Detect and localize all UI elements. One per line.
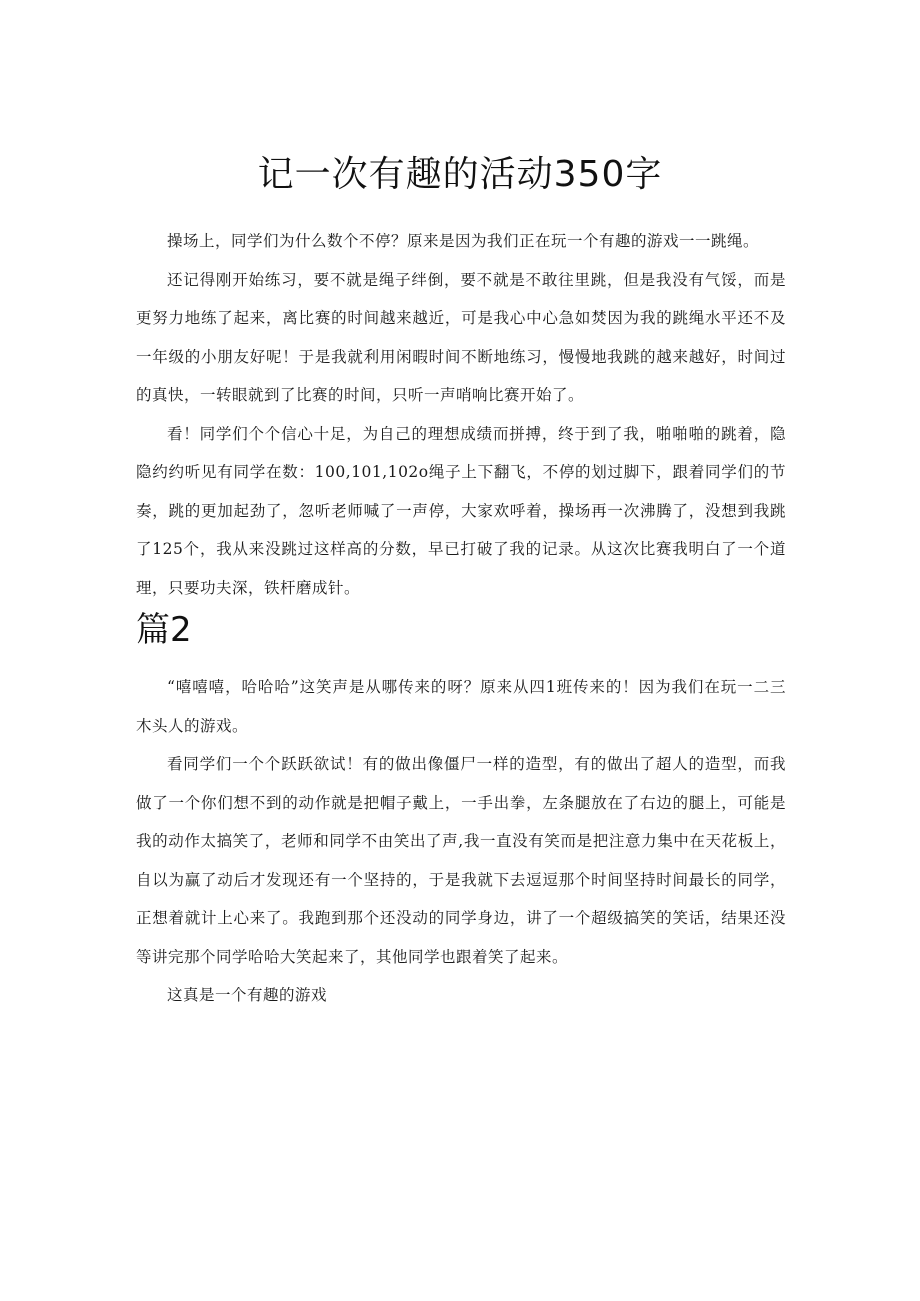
document-title: 记一次有趣的活动350字 bbox=[257, 154, 663, 195]
paragraph: 这真是一个有趣的游戏 bbox=[167, 986, 328, 1004]
section-heading: 篇2 bbox=[136, 610, 192, 650]
paragraph: 操场上，同学们为什么数个不停？原来是因为我们正在玩一个有趣的游戏一一跳绳。 bbox=[167, 232, 760, 250]
paragraph: 看！同学们个个信心十足，为自己的理想成绩而拼搏，终于到了我，啪啪啪的跳着，隐隐约约听见有同学在数：100,101,102o绳子上下翻飞，不停的划过脚下，跟着同学们的节奏，跳的更加起劲了，忽听老师喊了一声停，大家欢呼着，操场再一次沸腾了，没想到我跳了125个，我从来没跳过这样高的分数，早已打破了我的记录。从这次比赛我明白了一个道理，只要功夫深，铁杆磨成针。 bbox=[136, 424, 786, 597]
paragraph: 看同学们一个个跃跃欲试！有的做出像僵尸一样的造型，有的做出了超人的造型，而我做了一个你们想不到的动作就是把帽子戴上，一手出拳，左条腿放在了右边的腿上，可能是我的动作太搞笑了，老师和同学不由笑出了声,我一直没有笑而是把注意力集中在天花板上，自以为赢了动后才发现还有一个坚持的，于是我就下去逗逗那个时间坚持时间最长的同学，正想着就计上心来了。我跑到那个还没动的同学身边，讲了一个超级搞笑的笑话，结果还没等讲完那个同学哈哈大笑起来了，其他同学也跟着笑了起来。 bbox=[136, 755, 786, 966]
part1-body bbox=[136, 222, 786, 607]
part2-body bbox=[136, 668, 786, 1015]
paragraph: “嘻嘻嘻，哈哈哈”这笑声是从哪传来的呀？原来从四1班传来的！因为我们在玩一二三木头人的游戏。 bbox=[136, 678, 786, 735]
paragraph: 还记得刚开始练习，要不就是绳子绊倒，要不就是不敢往里跳，但是我没有气馁，而是更努力地练了起来，离比赛的时间越来越近，可是我心中心急如焚因为我的跳绳水平还不及一年级的小朋友好呢！于是我就利用闲暇时间不断地练习，慢慢地我跳的越来越好，时间过的真快，一转眼就到了比赛的时间，只听一声哨响比赛开始了。 bbox=[136, 270, 786, 404]
